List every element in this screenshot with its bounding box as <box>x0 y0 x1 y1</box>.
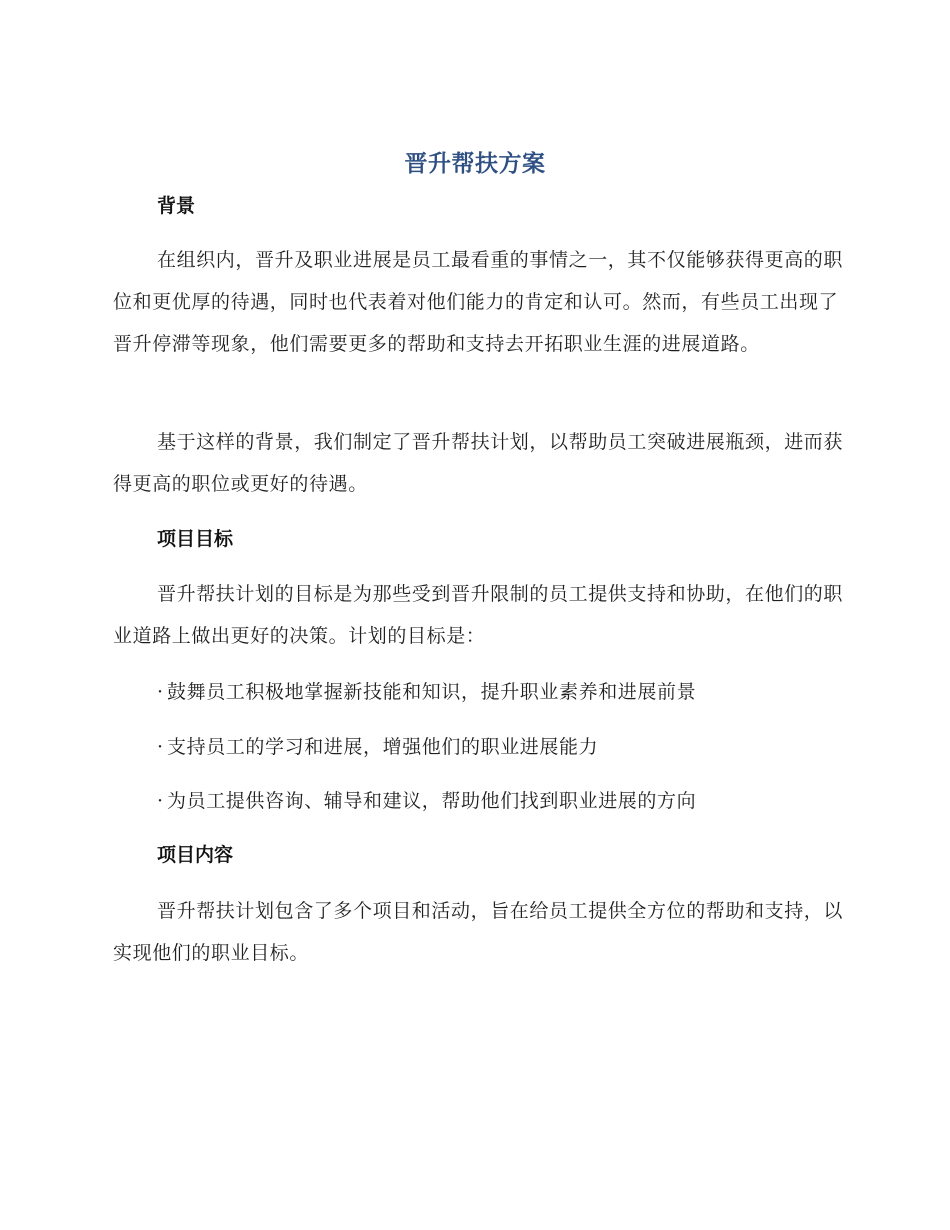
paragraph-content-1: 晋升帮扶计划包含了多个项目和活动，旨在给员工提供全方位的帮助和支持，以实现他们的职业目标。 <box>113 900 844 964</box>
paragraph-goals-1: 晋升帮扶计划的目标是为那些受到晋升限制的员工提供支持和协助，在他们的职业道路上做出更好的决策。计划的目标是： <box>113 583 844 647</box>
paragraph-background-1: 在组织内，晋升及职业进展是员工最看重的事情之一，其不仅能够获得更高的职位和更优厚的待遇，同时也代表着对他们能力的肯定和认可。然而，有些员工出现了晋升停滞等现象，他们需要更多的帮助和支持去开拓职业生涯的进展道路。 <box>113 249 844 355</box>
section-heading-goals: 项目目标 <box>157 528 234 550</box>
bullet-marker: · <box>157 736 164 758</box>
section-heading-content: 项目内容 <box>157 844 234 866</box>
bullet-marker: · <box>157 681 164 703</box>
goal-text: 为员工提供咨询、辅导和建议，帮助他们找到职业进展的方向 <box>167 790 697 812</box>
bullet-marker: · <box>157 790 164 812</box>
goal-list-item <box>157 732 857 762</box>
goal-list-item <box>157 786 857 816</box>
section-heading-background: 背景 <box>157 195 196 217</box>
goal-text: 鼓舞员工积极地掌握新技能和知识，提升职业素养和进展前景 <box>167 681 697 703</box>
goal-list-item <box>157 677 857 707</box>
paragraph-background-2: 基于这样的背景，我们制定了晋升帮扶计划，以帮助员工突破进展瓶颈，进而获得更高的职位或更好的待遇。 <box>113 431 844 495</box>
page-title: 晋升帮扶方案 <box>404 151 546 177</box>
goal-text: 支持员工的学习和进展，增强他们的职业进展能力 <box>167 736 599 758</box>
